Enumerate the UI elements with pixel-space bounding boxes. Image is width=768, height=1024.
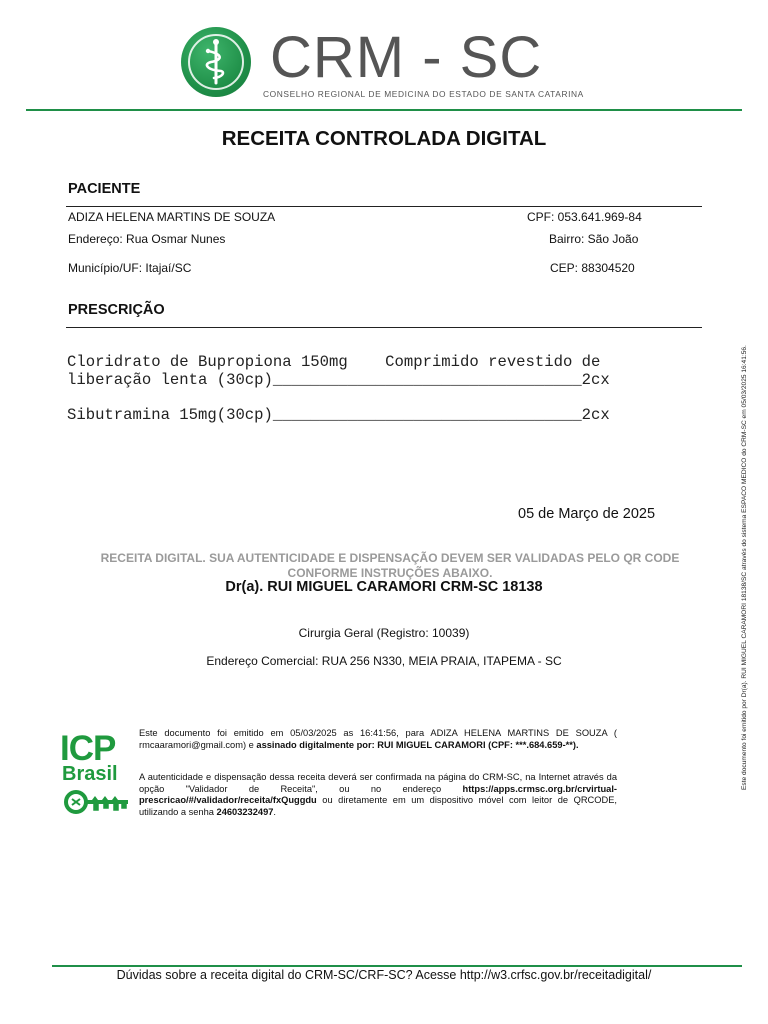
footer-help-text: Dúvidas sobre a receita digital do CRM-SC/CRF-SC? Acesse http://w3.crfsc.gov.br/receitadigital/ xyxy=(116,968,652,982)
icp-brasil-logo xyxy=(60,729,132,820)
icp-logo-text: ICP xyxy=(60,729,116,768)
caduceus-icon xyxy=(181,27,251,97)
prescription-divider xyxy=(66,327,702,328)
certificate-validation-info xyxy=(139,772,617,818)
prescription-date: 05 de Março de 2025 xyxy=(518,506,656,522)
footer-rule xyxy=(52,965,742,967)
prescription-item-1-line-1: Cloridrato de Bupropiona 150mg Comprimido revestido de xyxy=(67,353,601,371)
prescription-section-label: PRESCRIÇÃO xyxy=(68,302,165,318)
validator-url: https://apps.crmsc.org.br/crvirtual-prescricao/#/validador/receita/fxQuggdu xyxy=(139,783,617,805)
patient-cep: CEP: 88304520 xyxy=(550,261,635,275)
side-emission-note: Este documento foi emitido por Dr(a). RUI MIGUEL CARAMORI 18138/SC através do sistema ESPACO MEDICO do CRM-SC em 05/03/2025 16:41:56. xyxy=(741,345,748,790)
patient-district: Bairro: São João xyxy=(549,232,639,246)
validation-text: A autenticidade e dispensação dessa receita deverá ser confirmada na página do CRM-SC, na Internet através da opção "Validador de Receita", ou no endereço xyxy=(139,772,617,794)
validation-text-end: . xyxy=(273,806,277,817)
signer-text: assinado digitalmente por: RUI MIGUEL CARAMORI (CPF: ***.684.659-**). xyxy=(256,739,579,750)
validation-password: 24603232497 xyxy=(216,806,274,817)
document-title: RECEITA CONTROLADA DIGITAL xyxy=(221,127,547,150)
crm-logo-emblem xyxy=(181,27,251,97)
patient-section-label: PACIENTE xyxy=(68,181,141,197)
validation-warning: RECEITA DIGITAL. SUA AUTENTICIDADE E DISPENSAÇÃO DEVEM SER VALIDADAS PELO QR CODE CONFORME INSTRUÇÕES ABAIXO. xyxy=(100,551,680,580)
crm-logo-subtitle: CONSELHO REGIONAL DE MEDICINA DO ESTADO DE SANTA CATARINA xyxy=(263,89,584,99)
prescription-item-1-line-2: liberação lenta (30cp)_________________________________2cx xyxy=(67,371,610,389)
doctor-name: Dr(a). RUI MIGUEL CARAMORI CRM-SC 18138 xyxy=(225,579,543,595)
patient-city: Município/UF: Itajaí/SC xyxy=(68,261,192,275)
patient-address: Endereço: Rua Osmar Nunes xyxy=(68,232,226,246)
doctor-specialty: Cirurgia Geral (Registro: 10039) xyxy=(298,626,470,640)
patient-name: ADIZA HELENA MARTINS DE SOUZA xyxy=(68,210,276,224)
patient-divider xyxy=(66,206,702,207)
issue-text: Este documento foi emitido em 05/03/2025 as 16:41:56, para ADIZA HELENA MARTINS DE SOUZA ( rmcaaramori@gmail.com) e xyxy=(139,728,617,750)
doctor-address: Endereço Comercial: RUA 256 N330, MEIA PRAIA, ITAPEMA - SC xyxy=(206,654,562,668)
certificate-issue-info xyxy=(139,728,617,751)
crm-logo-text: CRM - SC xyxy=(270,25,543,90)
patient-cpf: CPF: 053.641.969-84 xyxy=(527,210,642,224)
prescription-item-2: Sibutramina 15mg(30cp)_________________________________2cx xyxy=(67,406,610,424)
key-icon xyxy=(64,786,132,818)
validation-text-cont: ou diretamente em um dispositivo móvel com leitor de QRCODE, utilizando a senha xyxy=(139,795,617,817)
header-rule xyxy=(26,109,742,111)
brasil-logo-text: Brasil xyxy=(62,763,118,785)
